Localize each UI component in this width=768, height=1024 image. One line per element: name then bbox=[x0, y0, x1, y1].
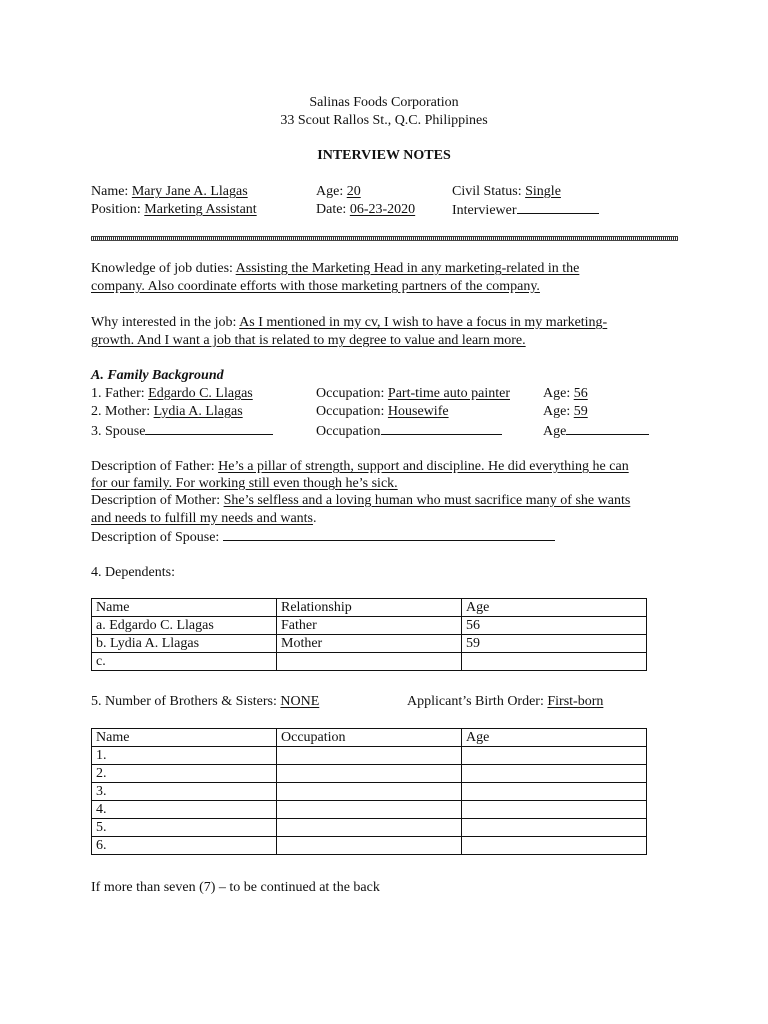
table-cell bbox=[462, 819, 647, 837]
mother-description-line-1 bbox=[91, 492, 630, 509]
name-row bbox=[91, 183, 248, 200]
why-text-1: As I mentioned in my cv, I wish to have a focus in my marketing- bbox=[239, 315, 608, 330]
father-age: 56 bbox=[573, 386, 588, 401]
table-row bbox=[92, 765, 647, 783]
company-address: 33 Scout Rallos St., Q.C. Philippines bbox=[280, 113, 488, 128]
mother-description-line-2 bbox=[91, 510, 317, 527]
birth-order-value: First-born bbox=[547, 694, 604, 709]
why-line-1 bbox=[91, 314, 607, 331]
father-occupation-row bbox=[316, 385, 510, 402]
spouse-name-blank bbox=[145, 422, 273, 435]
company-name: Salinas Foods Corporation bbox=[309, 95, 459, 110]
table-row bbox=[92, 783, 647, 801]
father-description-text-1: He’s a pillar of strength, support and discipline. He did everything he can bbox=[218, 459, 629, 474]
family-heading: A. Family Background bbox=[91, 368, 224, 383]
table-cell bbox=[277, 765, 462, 783]
mother-occupation-label: Occupation: bbox=[316, 404, 385, 419]
interviewer-row bbox=[452, 201, 599, 219]
dependents-label: 4. Dependents: bbox=[91, 565, 175, 580]
header-cell: Occupation bbox=[277, 729, 462, 747]
table-cell bbox=[277, 801, 462, 819]
knowledge-line-1 bbox=[91, 260, 579, 277]
spouse-occupation-row bbox=[316, 422, 502, 440]
birth-order-row bbox=[407, 693, 603, 710]
table-cell: 1. bbox=[92, 747, 277, 765]
table-cell: 6. bbox=[92, 837, 277, 855]
table-cell bbox=[462, 765, 647, 783]
mother-occupation: Housewife bbox=[387, 404, 449, 419]
mother-description-text-1: She’s selfless and a loving human who must sacrifice many of she wants bbox=[223, 493, 631, 508]
header-cell: Age bbox=[462, 599, 647, 617]
date-label: Date: bbox=[316, 202, 347, 217]
table-cell bbox=[277, 747, 462, 765]
date-value: 06-23-2020 bbox=[349, 202, 416, 217]
table-row bbox=[92, 747, 647, 765]
mother-age-label: Age: bbox=[543, 404, 571, 419]
table-header-row bbox=[92, 599, 647, 617]
table-row bbox=[92, 617, 647, 635]
table-cell: 5. bbox=[92, 819, 277, 837]
spouse-row bbox=[91, 422, 273, 440]
mother-row bbox=[91, 403, 243, 420]
knowledge-label: Knowledge of job duties: bbox=[91, 261, 233, 276]
spouse-occupation-blank bbox=[381, 422, 502, 435]
interviewer-blank bbox=[517, 201, 599, 214]
spouse-description-blank bbox=[223, 528, 555, 541]
spouse-age-blank bbox=[566, 422, 649, 435]
header-cell: Age bbox=[462, 729, 647, 747]
position-label: Position: bbox=[91, 202, 141, 217]
document-title: INTERVIEW NOTES bbox=[317, 148, 451, 163]
father-occupation: Part-time auto painter bbox=[387, 386, 510, 401]
table-cell bbox=[462, 783, 647, 801]
table-row bbox=[92, 635, 647, 653]
table-row bbox=[92, 801, 647, 819]
father-description-label: Description of Father: bbox=[91, 459, 215, 474]
table-cell bbox=[462, 801, 647, 819]
father-description-line-1 bbox=[91, 458, 629, 475]
table-cell: 56 bbox=[462, 617, 647, 635]
table-cell: 4. bbox=[92, 801, 277, 819]
father-name: Edgardo C. Llagas bbox=[148, 386, 253, 401]
siblings-footnote: If more than seven (7) – to be continued at the back bbox=[91, 880, 380, 895]
mother-label: 2. Mother: bbox=[91, 404, 151, 419]
table-cell: a. Edgardo C. Llagas bbox=[92, 617, 277, 635]
header-cell: Name bbox=[92, 729, 277, 747]
table-cell bbox=[462, 653, 647, 671]
position-row bbox=[91, 201, 257, 218]
table-cell: b. Lydia A. Llagas bbox=[92, 635, 277, 653]
table-row bbox=[92, 653, 647, 671]
table-cell: Mother bbox=[277, 635, 462, 653]
table-cell bbox=[462, 747, 647, 765]
spouse-description-label: Description of Spouse: bbox=[91, 530, 220, 545]
father-row bbox=[91, 385, 253, 402]
spouse-age-label: Age bbox=[543, 424, 567, 439]
header-cell: Name bbox=[92, 599, 277, 617]
spouse-age-row bbox=[543, 422, 649, 440]
siblings-label: 5. Number of Brothers & Sisters: bbox=[91, 694, 277, 709]
father-age-row bbox=[543, 385, 588, 402]
age-row bbox=[316, 183, 361, 200]
date-row bbox=[316, 201, 415, 218]
father-label: 1. Father: bbox=[91, 386, 145, 401]
civil-status-label: Civil Status: bbox=[452, 184, 522, 199]
father-occupation-label: Occupation: bbox=[316, 386, 385, 401]
table-cell: 59 bbox=[462, 635, 647, 653]
mother-description-text-2: and needs to fulfill my needs and wants bbox=[91, 511, 314, 526]
siblings-value: NONE bbox=[280, 694, 320, 709]
interviewer-label: Interviewer bbox=[452, 203, 517, 218]
father-description-text-2: for our family. For working still even though he’s sick. bbox=[91, 476, 398, 491]
dependents-table bbox=[91, 598, 647, 671]
birth-order-label: Applicant’s Birth Order: bbox=[407, 694, 544, 709]
father-age-label: Age: bbox=[543, 386, 571, 401]
table-header-row bbox=[92, 729, 647, 747]
mother-name: Lydia A. Llagas bbox=[153, 404, 243, 419]
section-divider bbox=[91, 236, 678, 241]
table-cell: c. bbox=[92, 653, 277, 671]
header-cell: Relationship bbox=[277, 599, 462, 617]
spouse-occupation-label: Occupation bbox=[316, 424, 381, 439]
table-cell bbox=[462, 837, 647, 855]
siblings-row bbox=[91, 693, 319, 710]
position-value: Marketing Assistant bbox=[144, 202, 257, 217]
table-cell: 3. bbox=[92, 783, 277, 801]
spouse-label: 3. Spouse bbox=[91, 424, 146, 439]
table-cell: 2. bbox=[92, 765, 277, 783]
applicant-age: 20 bbox=[346, 184, 361, 199]
siblings-table bbox=[91, 728, 647, 855]
knowledge-text-2: company. Also coordinate efforts with those marketing partners of the company. bbox=[91, 279, 540, 294]
why-label: Why interested in the job: bbox=[91, 315, 237, 330]
table-cell bbox=[277, 819, 462, 837]
civil-status-row bbox=[452, 183, 561, 200]
table-cell bbox=[277, 837, 462, 855]
mother-description-label: Description of Mother: bbox=[91, 493, 221, 508]
mother-description-period: . bbox=[313, 511, 317, 526]
knowledge-text-1: Assisting the Marketing Head in any marketing-related in the bbox=[235, 261, 580, 276]
age-label: Age: bbox=[316, 184, 344, 199]
table-row bbox=[92, 837, 647, 855]
applicant-name: Mary Jane A. Llagas bbox=[131, 184, 248, 199]
mother-age-row bbox=[543, 403, 588, 420]
why-text-2: growth. And I want a job that is related to my degree to value and learn more. bbox=[91, 333, 526, 348]
mother-age: 59 bbox=[573, 404, 588, 419]
table-row bbox=[92, 819, 647, 837]
civil-status-value: Single bbox=[525, 184, 561, 199]
mother-occupation-row bbox=[316, 403, 449, 420]
table-cell bbox=[277, 653, 462, 671]
table-cell bbox=[277, 783, 462, 801]
name-label: Name: bbox=[91, 184, 129, 199]
table-cell: Father bbox=[277, 617, 462, 635]
spouse-description-row bbox=[91, 528, 555, 546]
